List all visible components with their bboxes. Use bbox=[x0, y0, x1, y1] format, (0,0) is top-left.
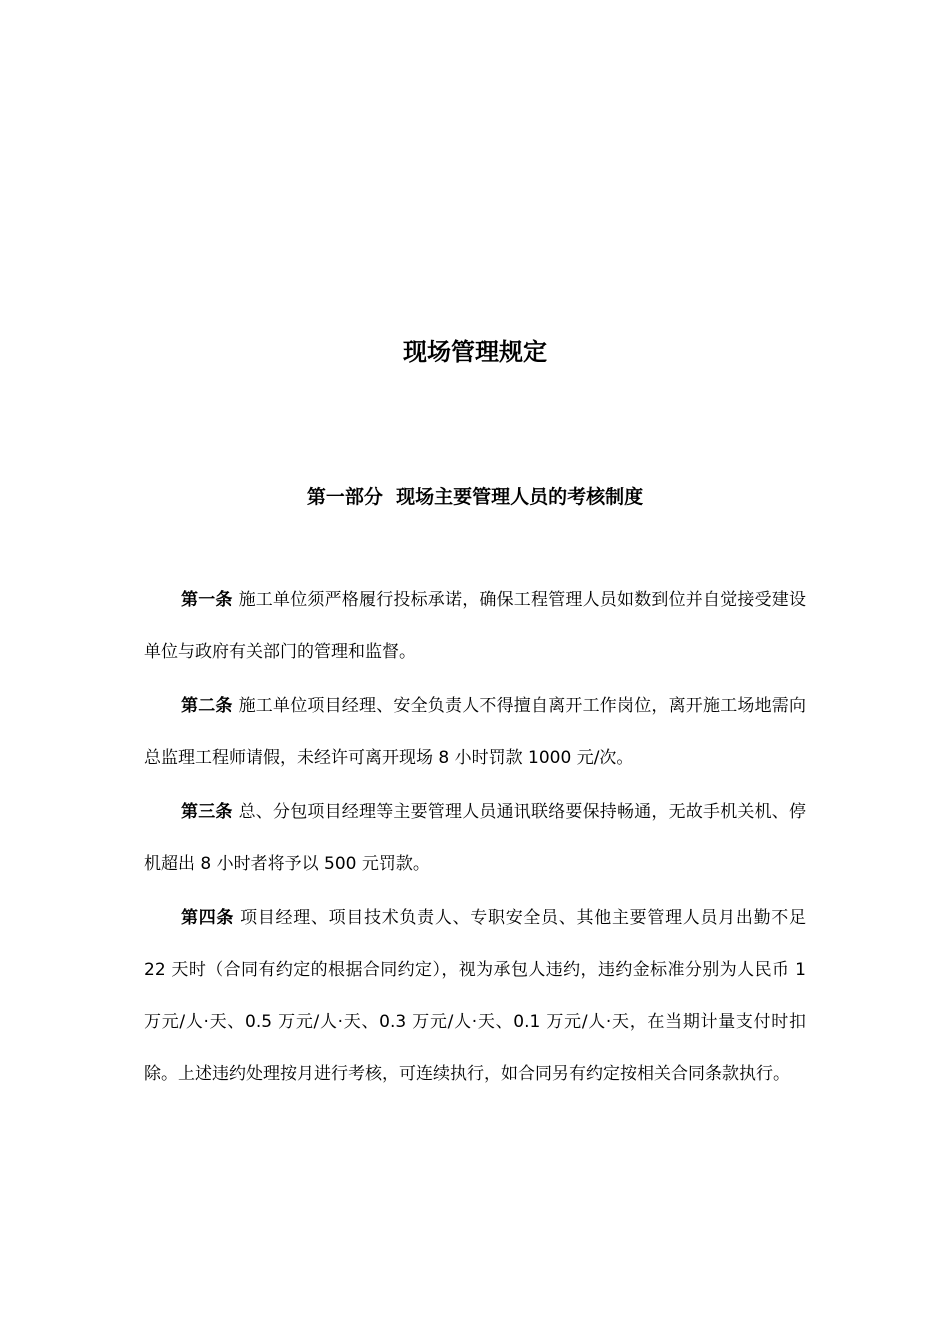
article-label: 第二条 bbox=[181, 696, 233, 716]
article-label: 第四条 bbox=[181, 908, 235, 928]
article-text: 施工单位须严格履行投标承诺，确保工程管理人员如数到位并自觉接受建设单位与政府有关部门的管理和监督。 bbox=[144, 590, 807, 662]
article-2 bbox=[144, 680, 806, 784]
article-1 bbox=[144, 574, 806, 678]
article-text: 总、分包项目经理等主要管理人员通讯联络要保持畅通，无故手机关机、停机超出 8 小时者将予以 500 元罚款。 bbox=[144, 802, 807, 874]
article-list bbox=[144, 574, 806, 1102]
article-4 bbox=[144, 892, 806, 1100]
part-heading: 第一部分 现场主要管理人员的考核制度 bbox=[306, 486, 644, 508]
article-label: 第三条 bbox=[181, 802, 233, 822]
article-text: 项目经理、项目技术负责人、专职安全员、其他主要管理人员月出勤不足 22 天时（合同有约定的根据合同约定），视为承包人违约，违约金标准分别为人民币 1 万元/人·天、0.5 万元/人·天、0.3 万元/人·天、0.1 万元/人·天，在当期计量支付时扣除。上述违约处理按月进行考核，可连续执行，如合同另有约定按相关合同条款执行。 bbox=[144, 908, 807, 1084]
article-3 bbox=[144, 786, 806, 890]
article-text: 施工单位项目经理、安全负责人不得擅自离开工作岗位，离开施工场地需向总监理工程师请假，未经许可离开现场 8 小时罚款 1000 元/次。 bbox=[144, 696, 807, 768]
document-title: 现场管理规定 bbox=[403, 338, 547, 366]
article-label: 第一条 bbox=[181, 590, 233, 610]
